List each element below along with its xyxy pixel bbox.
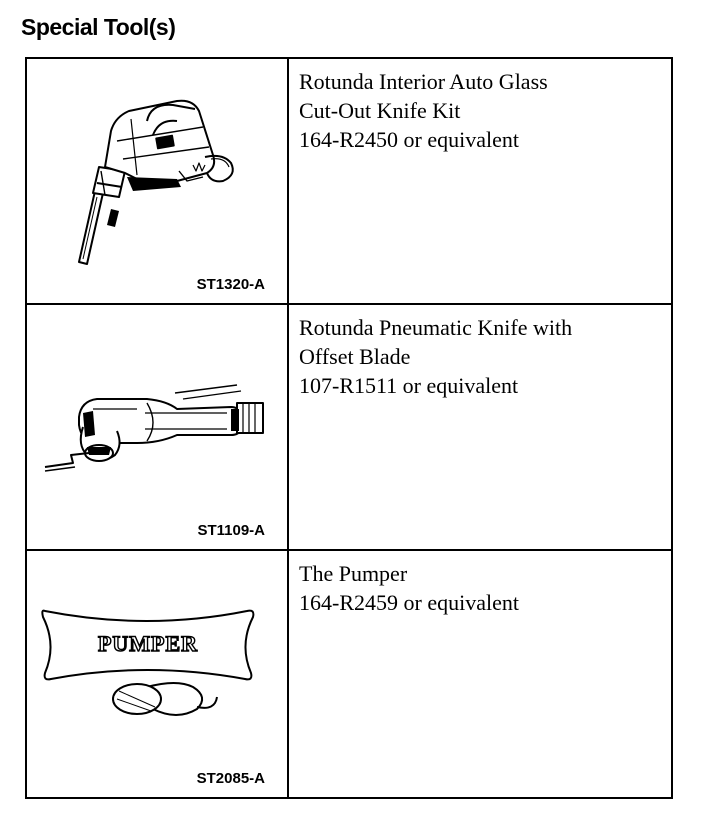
tool-part-number: 107-R1511 or equivalent: [299, 373, 519, 398]
tool-image-cell: [26, 304, 288, 550]
pumper-label: PUMPER: [97, 631, 199, 656]
page-title: Special Tool(s): [21, 14, 176, 40]
tool-name-line: Rotunda Pneumatic Knife with: [299, 315, 573, 340]
table-row: [26, 58, 672, 304]
tool-name-line: The Pumper: [299, 561, 408, 586]
pumper-illustration: [27, 551, 287, 797]
table-row: [26, 304, 672, 550]
tool-part-number: 164-R2459 or equivalent: [299, 590, 519, 615]
cutout-knife-illustration: [27, 59, 287, 303]
special-tools-table: [25, 57, 673, 799]
pneumatic-knife-illustration: [27, 305, 287, 549]
tool-name-line: Cut-Out Knife Kit: [299, 98, 461, 123]
tool-image-cell: [26, 58, 288, 304]
tool-description-cell: [288, 550, 672, 798]
tool-description-cell: [288, 304, 672, 550]
tool-name-line: Rotunda Interior Auto Glass: [299, 69, 548, 94]
table-row: [26, 550, 672, 798]
tool-code: ST1109-A: [197, 522, 265, 539]
tool-description-cell: [288, 58, 672, 304]
tool-part-number: 164-R2450 or equivalent: [299, 127, 519, 152]
tool-image-cell: [26, 550, 288, 798]
tool-code: ST2085-A: [196, 770, 265, 787]
tool-name-line: Offset Blade: [299, 344, 411, 369]
tool-code: ST1320-A: [196, 276, 265, 293]
